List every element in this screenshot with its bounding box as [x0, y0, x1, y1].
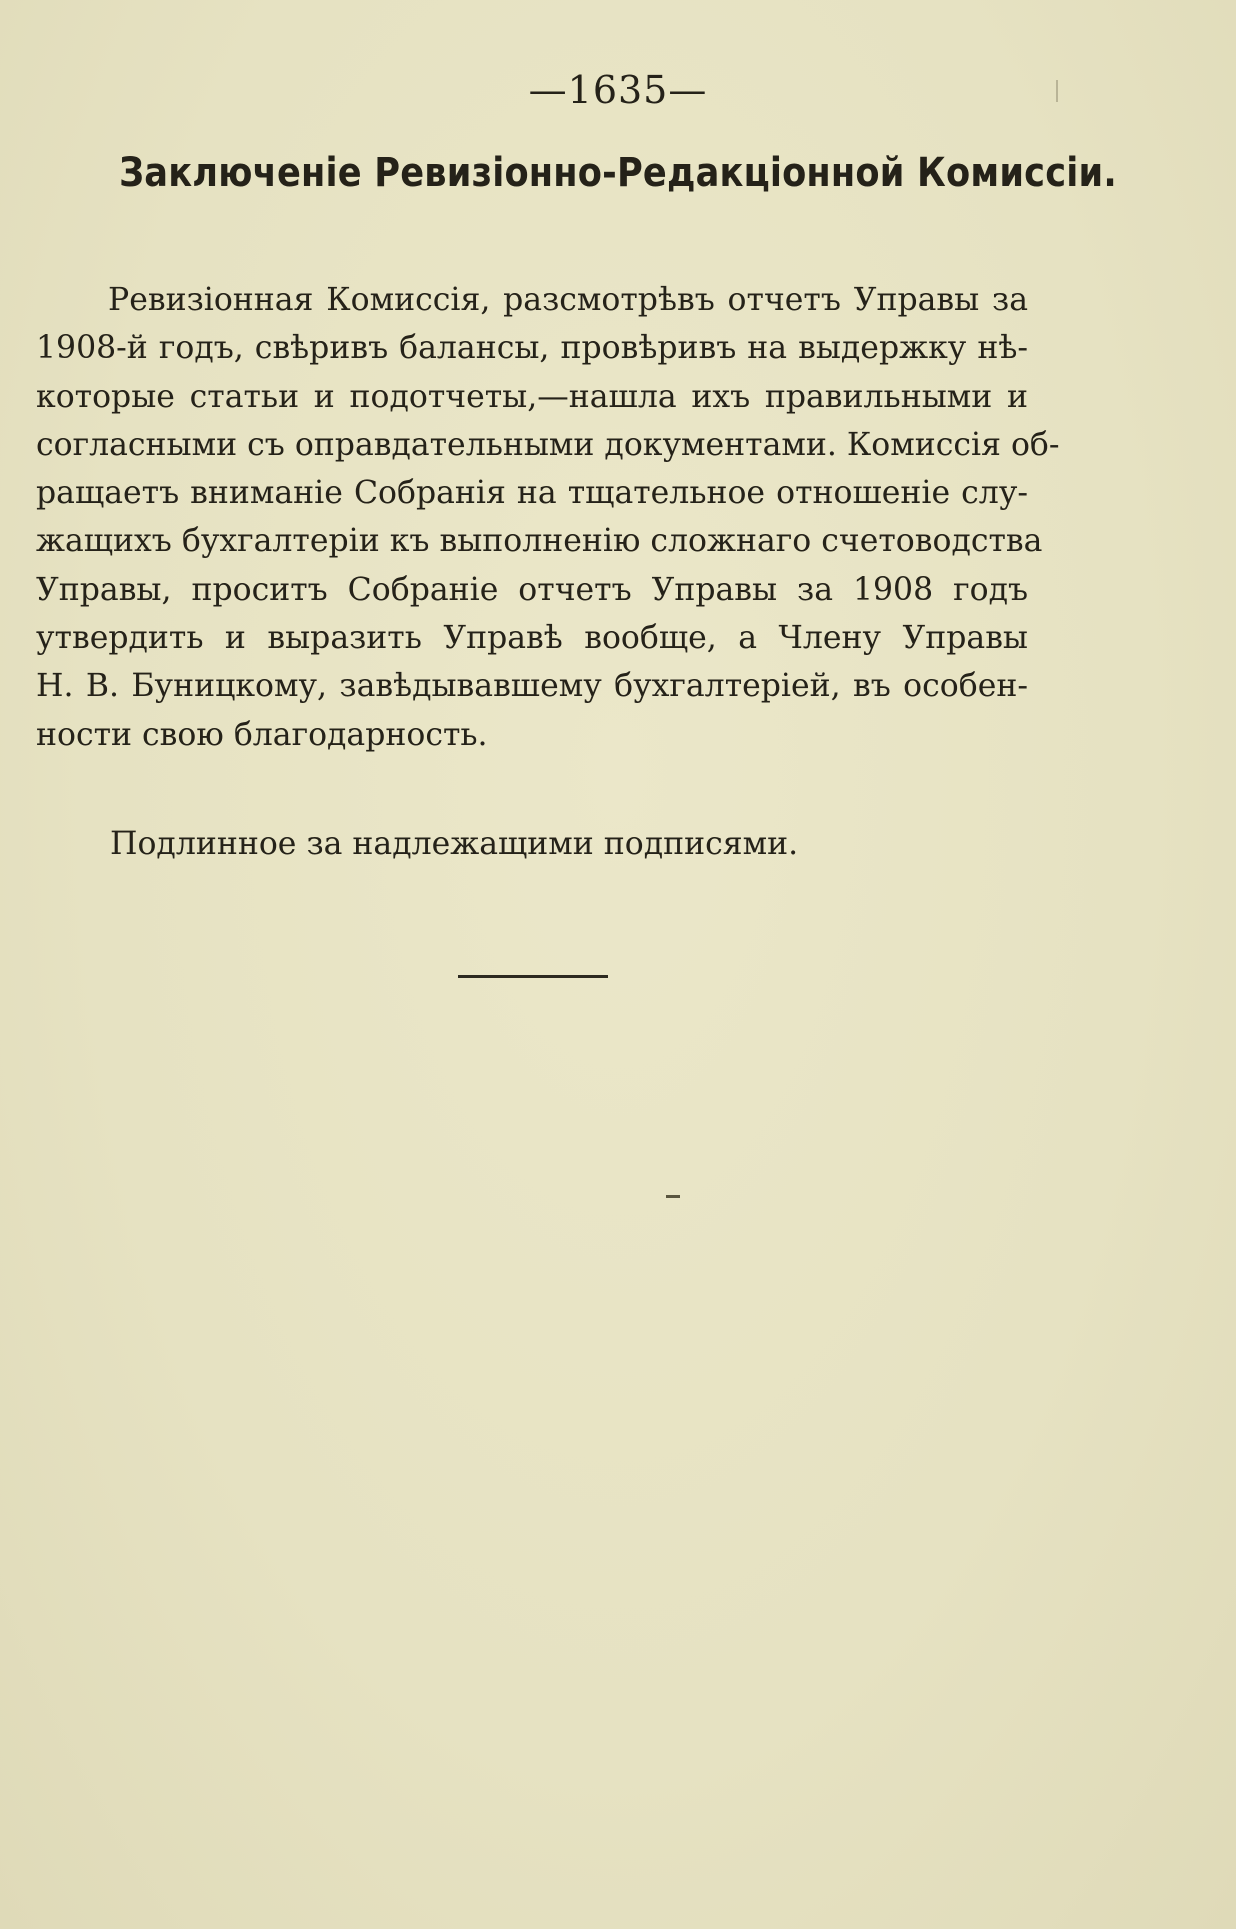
paragraph-line: Управы, проситъ Собраніе отчетъ Управы за 1908 годъ: [36, 571, 1028, 608]
paragraph-line: утвердить и выразить Управѣ вообще, а Члену Управы: [36, 620, 1028, 657]
paragraph-line: жащихъ бухгалтеріи къ выполненію сложнаго счетоводства: [36, 523, 1043, 560]
page-number: —1635—: [528, 68, 708, 112]
paragraph-line: 1908-й годъ, свѣривъ балансы, провѣривъ на выдержку нѣ-: [36, 330, 1028, 367]
paragraph-line: ращаетъ вниманіе Собранія на тщательное отношеніе слу-: [36, 475, 1028, 512]
paragraph-line: Н. В. Буницкому, завѣдывавшему бухгалтеріей, въ особен-: [36, 668, 1028, 705]
section-heading: Заключеніе Ревизіонно-Редакціонной Комиссіи.: [119, 150, 1117, 196]
paragraph-line: согласными съ оправдательными документами. Комиссія об-: [36, 426, 1060, 463]
paragraph-line: ности свою благодарность.: [36, 716, 488, 753]
signature-note: Подлинное за надлежащими подписями.: [110, 826, 799, 862]
closing-rule: [458, 975, 608, 978]
paragraph-line: которые статьи и подотчеты,—нашла ихъ правильными и: [36, 378, 1028, 415]
print-speck: [666, 1195, 680, 1198]
commission-conclusion-paragraph: [36, 276, 1060, 759]
paragraph-line: Ревизіонная Комиссія, разсмотрѣвъ отчетъ Управы за: [108, 282, 1028, 318]
